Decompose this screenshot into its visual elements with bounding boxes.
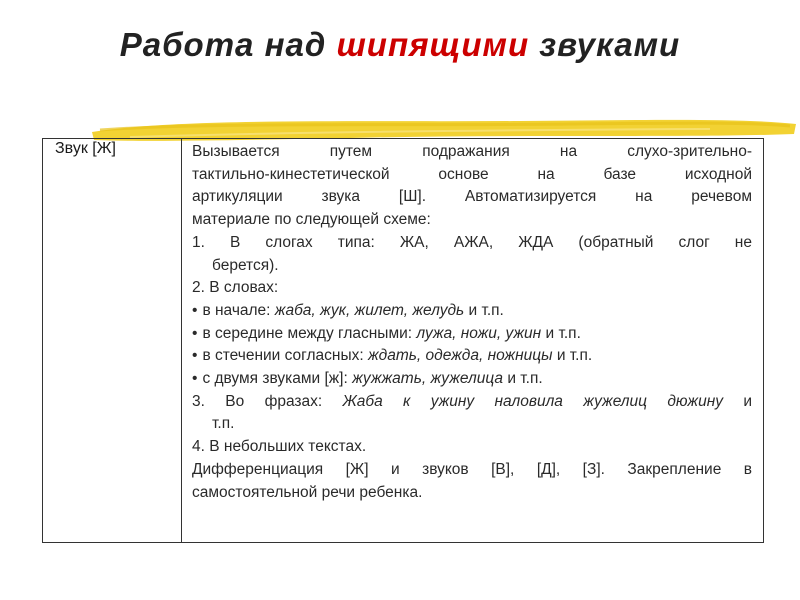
bullet-item [192,368,752,391]
bullet-lead: в середине между гласными: [202,324,417,342]
bullet-lead: в начале: [202,301,275,319]
bullet-item [192,345,752,368]
title-highlight: шипящими [336,26,530,63]
list-item-2: 2. В словах: [192,279,279,297]
table-column-divider [181,138,182,543]
bullet-lead: с двумя звуками [ж]: [202,370,353,388]
intro-line: материале по следующей схеме: [192,211,431,229]
item-3-phrase: Жаба к ужину наловила жужелиц дюжину [342,392,723,410]
bullet-icon: • [192,301,198,319]
list-item-1: 1. В слогах типа: ЖА, АЖА, ЖДА (обратный слог не [192,233,752,251]
outro-line: самостоятельной речи ребенка. [192,483,423,501]
bullet-item [192,300,752,323]
bullet-words: жаба, жук, жилет, желудь [274,301,465,319]
bullet-icon: • [192,347,198,365]
bullet-tail: и т.п. [541,324,581,342]
list-item-1-continued: берется). [212,256,279,274]
list-item-3-continued: т.п. [212,415,235,433]
bullet-tail: и т.п. [464,301,504,319]
outro-line: Дифференциация [Ж] и звуков [В], [Д], [З]. Закрепление в [192,460,752,478]
bullet-words: лужа, ножи, ужин [416,324,542,342]
title-part1: Работа над [119,26,337,63]
bullet-lead: в стечении согласных: [202,347,368,365]
intro-line: тактильно-кинестетической основе на базе исходной [192,165,752,183]
intro-line: артикуляции звука [Ш]. Автоматизируется на речевом [192,188,752,206]
bullet-tail: и т.п. [503,370,543,388]
bullet-words: ждать, одежда, ножницы [367,347,553,365]
item-3-tail: и [722,392,752,410]
bullet-tail: и т.п. [552,347,593,365]
title-part2: звуками [529,26,681,63]
bullet-icon: • [192,370,198,388]
intro-line: Вызывается путем подражания на слухо-зрительно- [192,143,752,160]
page-title [0,26,800,64]
list-item-3 [192,391,752,414]
bullet-words: жужжать, жужелица [352,370,504,388]
bullet-item [192,323,752,346]
list-item-4: 4. В небольших текстах. [192,438,367,456]
table-content-cell [192,141,752,504]
table-header-cell: Звук [Ж] [55,140,116,157]
item-3-lead: 3. Во фразах: [192,392,343,410]
bullet-icon: • [192,324,198,342]
